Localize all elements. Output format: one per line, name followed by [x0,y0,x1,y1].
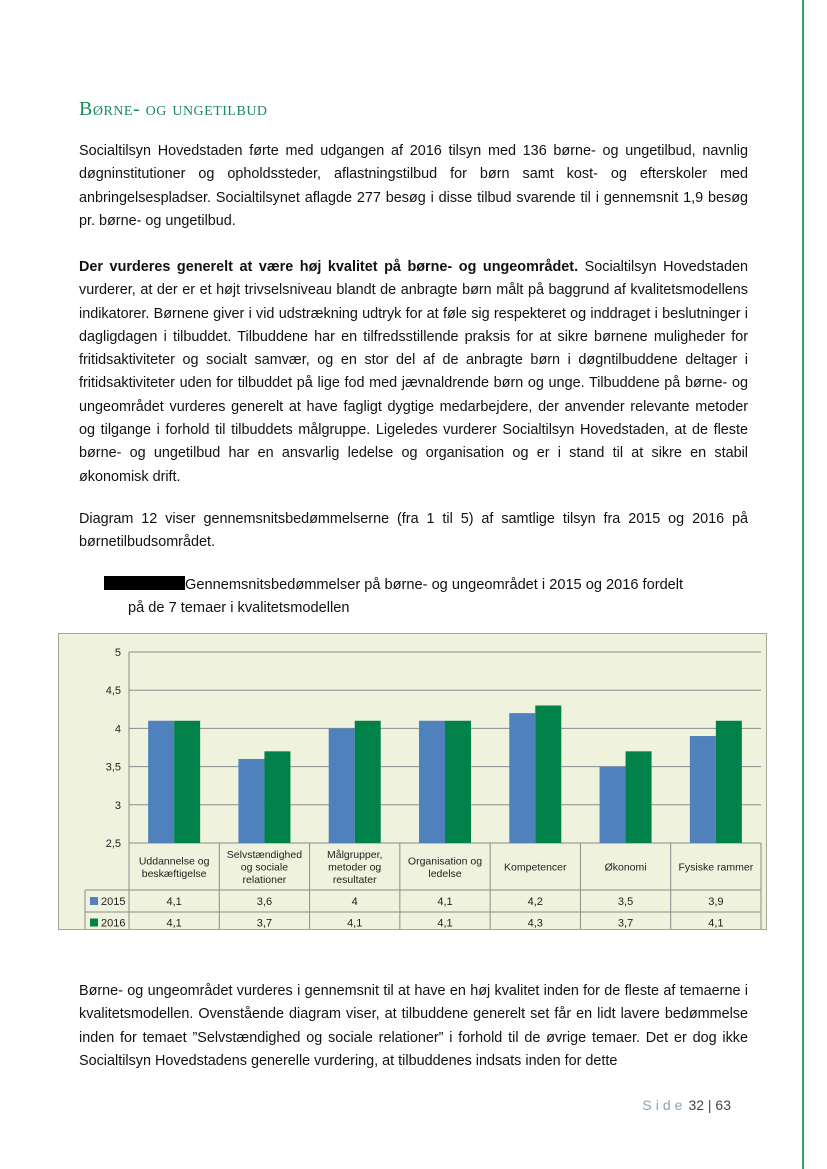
y-tick-label: 2,5 [105,838,121,850]
legend-swatch-2016 [90,919,98,927]
category-label: Selvstændighed [226,849,303,861]
data-label-2015: 3,9 [708,896,724,908]
bar-2016 [264,751,290,843]
bar-2015 [690,736,716,843]
y-tick-label: 4 [114,723,121,736]
bar-2015 [148,721,174,843]
chart-caption [104,574,748,620]
data-label-2015: 4,2 [527,896,543,908]
data-label-2016: 3,7 [617,917,634,929]
data-label-2016: 4,1 [347,917,363,929]
y-tick-label: 4,5 [105,685,121,698]
page-number: 32 | 63 [688,1097,731,1113]
diagram-intro-paragraph: Diagram 12 viser gennemsnitsbedømmelserne (fra 1 til 5) af samtlige tilsyn fra 2015 og 2016 på børnetilbudsområdet. [79,511,748,551]
data-label-2015: 3,5 [617,896,634,908]
bar-2016 [535,705,561,843]
footer-side-label: Side [642,1097,687,1113]
category-label: Fysiske rammer [678,861,754,874]
legend-swatch-2015 [90,897,98,905]
data-label-2015: 4,1 [437,896,453,908]
bar-2015 [600,767,626,843]
category-label: Økonomi [604,861,647,874]
chart-caption-line2: på de 7 temaer i kvalitetsmodellen [128,600,350,616]
section-heading: Børne- og ungetilbud [79,98,268,120]
data-label-2016: 3,7 [256,917,273,929]
legend-label-2016: 2016 [101,917,126,929]
bar-2015 [419,721,445,843]
category-label: Kompetencer [504,861,567,874]
data-label-2015: 4,1 [166,896,182,908]
data-label-2016: 4,1 [166,917,182,929]
category-label: beskæftigelse [141,867,207,880]
category-label: Organisation og [407,855,483,868]
page-edge-line [802,0,804,1169]
bar-chart-svg [59,634,766,929]
bar-chart [58,633,767,930]
bar-2015 [509,713,535,843]
category-label: Målgrupper, [326,849,383,861]
y-tick-label: 3,5 [105,761,121,774]
data-label-2016: 4,1 [708,917,724,929]
bar-2016 [445,721,471,843]
redacted-label [104,576,185,590]
category-label: og sociale [240,861,289,874]
quality-paragraph-body: Socialtilsyn Hovedstaden vurderer, at der er et højt trivselsniveau blandt de anbragte børn målt på baggrund af kvalitetsmodellens indikatorer. Børnene giver i vid udstrækning udtryk for at føle sig respekteret og inddraget i beslutninger i dagligdagen i tilbuddet. Tilbuddene har en tilfredsstillende praksis for at sikre børnene muligheder for fritidsaktiviteter og socialt samvær, og en stor del af de anbragte børn i døgntilbuddene deltager i fritidsaktiviteter uden for tilbuddet på lige fod med jævnaldrende børn og unge. Tilbuddene på børne- og ungeområdet vurderes generelt at have fagligt dygtige medarbejdere, der anvender relevante metoder og tilgange i forhold til tilbuddets målgruppe. Ligeledes vurderer Socialtilsyn Hovedstaden, at de fleste børne- og ungetilbud har en ansvarlig ledelse og organisation og er i stand til at sikre en stabil økonomisk drift. [79,259,748,485]
category-label: ledelse [428,867,462,880]
conclusion-paragraph: Børne- og ungeområdet vurderes i gennemsnit til at have en høj kvalitet inden for de fleste af temaerne i kvalitetsmodellen. Ovenstående diagram viser, at tilbuddene generelt set får en lidt lavere bedømmelse inden for temaet ”Selvstændighed og sociale relationer” i forhold til de øvrige temaer. Det er dog ikke Socialtilsyn Hovedstadens generelle vurdering, at tilbuddenes indsats inden for dette [79,983,748,1069]
chart-caption-line1: Gennemsnitsbedømmelser på børne- og ungeområdet i 2015 og 2016 fordelt [185,577,684,593]
legend-label-2015: 2015 [101,896,126,908]
data-label-2016: 4,1 [437,917,453,929]
data-label-2016: 4,3 [527,917,543,929]
category-label: resultater [332,874,377,886]
category-label: metoder og [328,861,382,874]
data-label-2015: 3,6 [256,896,273,908]
bar-2016 [716,721,742,843]
intro-paragraph: Socialtilsyn Hovedstaden førte med udgangen af 2016 tilsyn med 136 børne- og ungetilbud, navnlig døgninstitutioner og opholdssteder, aflastningstilbud for børn samt kost- og efterskoler med anbringelsespladser. Socialtilsynet aflagde 277 besøg i disse tilbud svarende til i gennemsnit 1,9 besøg pr. børne- og ungetilbud. [79,143,748,229]
bar-2015 [329,728,355,843]
data-label-2015: 4 [351,896,358,908]
quality-paragraph-lead: Der vurderes generelt at være høj kvalitet på børne- og ungeområdet. [79,259,579,275]
bar-2016 [355,721,381,843]
bar-2016 [174,721,200,843]
y-tick-label: 5 [114,647,121,659]
category-label: relationer [242,874,287,886]
category-label: Uddannelse og [138,855,210,868]
quality-paragraph [79,256,748,489]
page-footer [642,1097,731,1113]
y-tick-label: 3 [114,799,121,812]
bar-2015 [238,759,264,843]
bar-2016 [626,751,652,843]
